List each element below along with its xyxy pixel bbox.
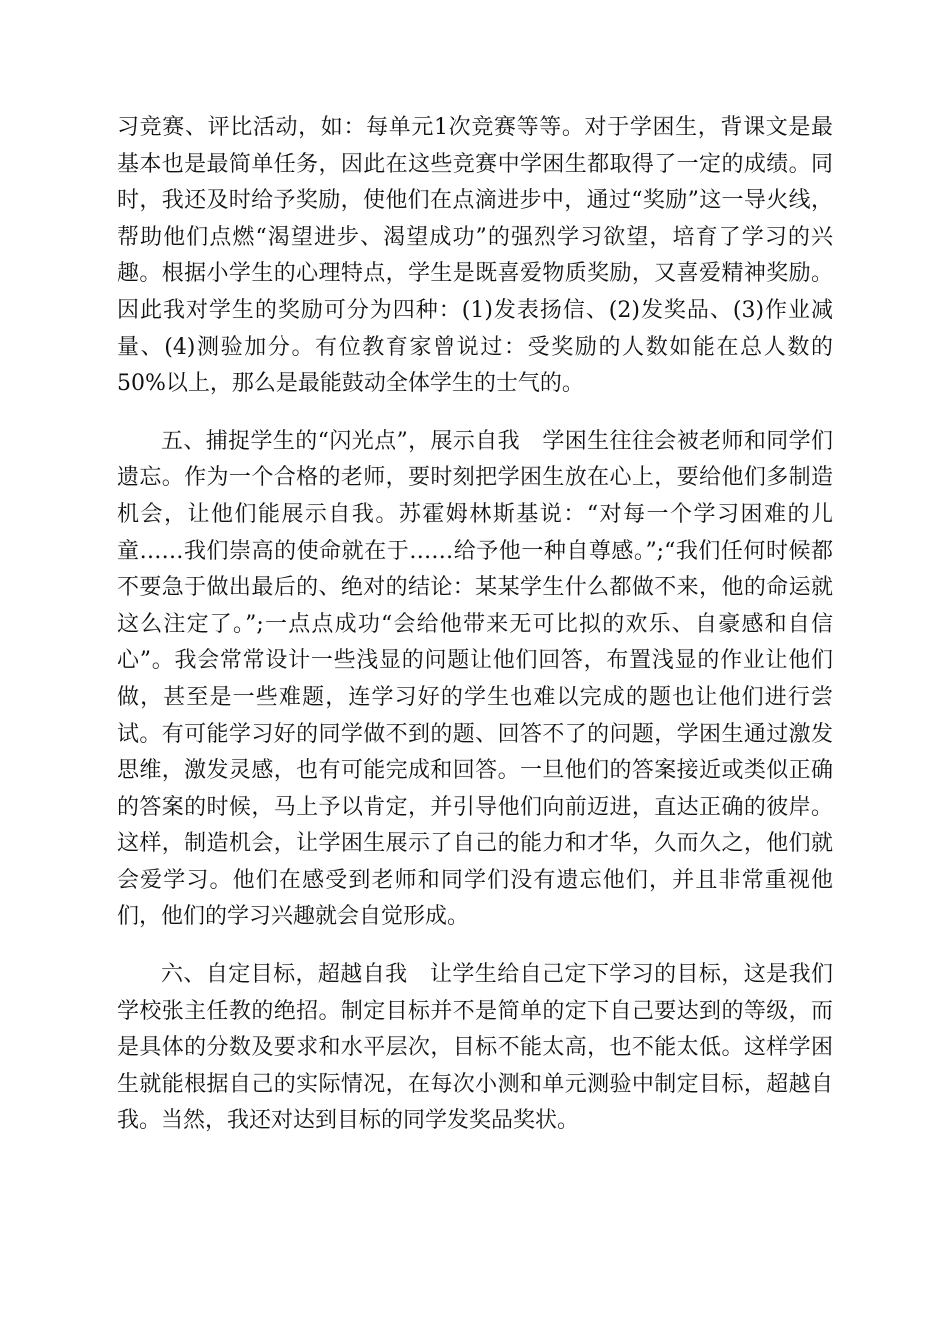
- document-page: [117, 110, 833, 1140]
- paragraph-highlight-points: 五、捕捉学生的“闪光点”，展示自我 学困生往往会被老师和同学们遗忘。作为一个合格的老师，要时刻把学困生放在心上，要给他们多制造机会，让他们能展示自我。苏霍姆林斯基说：“对每一个学习困难的儿童……我们崇高的使命就在于……给予他一种自尊感。”;“我们任何时候都不要急于做出最后的、绝对的结论：某某学生什么都做不来，他的命运就这么注定了。”;一点点成功“会给他带来无可比拟的欢乐、自豪感和自信心”。我会常常设计一些浅显的问题让他们回答，布置浅显的作业让他们做，甚至是一些难题，连学习好的学生也难以完成的题也让他们进行尝试。有可能学习好的同学做不到的题、回答不了的问题，学困生通过激发思维，激发灵感，也有可能完成和回答。一旦他们的答案接近或类似正确的答案的时候，马上予以肯定，并引导他们向前迈进，直达正确的彼岸。这样，制造机会，让学困生展示了自己的能力和才华，久而久之，他们就会爱学习。他们在感受到老师和同学们没有遗忘他们，并且非常重视他们，他们的学习兴趣就会自觉形成。: [117, 428, 833, 930]
- paragraph-self-goals: 六、自定目标，超越自我 让学生给自己定下学习的目标，这是我们学校张主任教的绝招。制定目标并不是简单的定下自己要达到的等级，而是具体的分数及要求和水平层次，目标不能太高，也不能太低。这样学困生就能根据自己的实际情况，在每次小测和单元测验中制定目标，超越自我。当然，我还对达到目标的同学发奖品奖状。: [117, 962, 833, 1134]
- paragraph-rewards: 习竞赛、评比活动，如：每单元1次竞赛等等。对于学困生，背课文是最基本也是最简单任务，因此在这些竞赛中学困生都取得了一定的成绩。同时，我还及时给予奖励，使他们在点滴进步中，通过“奖励”这一导火线，帮助他们点燃“渴望进步、渴望成功”的强烈学习欲望，培育了学习的兴趣。根据小学生的心理特点，学生是既喜爱物质奖励，又喜爱精神奖励。因此我对学生的奖励可分为四种：(1)发表扬信、(2)发奖品、(3)作业减量、(4)测验加分。有位教育家曾说过：受奖励的人数如能在总人数的50%以上，那么是最能鼓动全体学生的士气的。: [117, 115, 833, 397]
